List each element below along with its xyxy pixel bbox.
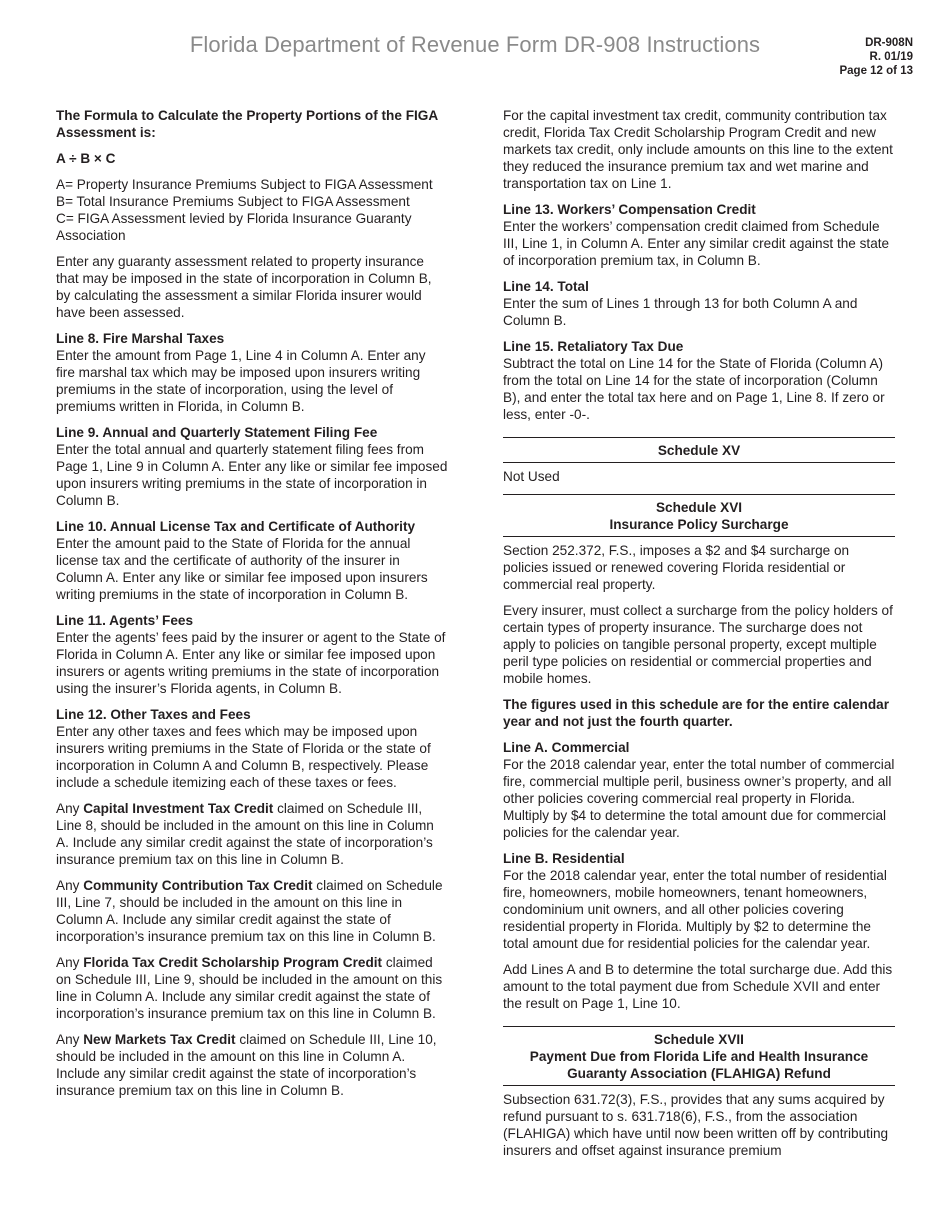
left-column [56, 107, 448, 1108]
line-10-heading: Line 10. Annual License Tax and Certificate of Authority [56, 519, 416, 534]
line-11-heading: Line 11. Agents’ Fees [56, 613, 193, 628]
page-number: Page 12 of 13 [839, 65, 913, 77]
form-identifier [839, 36, 913, 78]
schedule-xvi-paragraph-1: Section 252.372, F.S., imposes a $2 and $4 surcharge on policies issued or renewed covering Florida residential or commercial real property. [503, 543, 850, 592]
definition-c: C= FIGA Assessment levied by Florida Insurance Guaranty Association [56, 211, 412, 243]
line-15-section [503, 338, 895, 423]
line-11-section [56, 612, 448, 697]
scholarship-credit-term: Florida Tax Credit Scholarship Program Credit [83, 955, 383, 970]
schedule-xvii-subtitle-1: Payment Due from Florida Life and Health Insurance [529, 1049, 869, 1064]
line-12-section [56, 706, 448, 791]
form-number: DR-908N [865, 37, 913, 49]
line-15-text: Subtract the total on Line 14 for the State of Florida (Column A) from the total on Line 14 for the state of incorporation (Column B), and enter the total tax here and on Page 1, Line 8. If zero or less, enter -0-. [503, 356, 885, 422]
line-12-heading: Line 12. Other Taxes and Fees [56, 707, 251, 722]
new-markets-paragraph: Any New Markets Tax Credit claimed on Schedule III, Line 10, should be included in the amount on this line in Column A. Include any similar credit against the state of incorporation’s insurance premium tax on this line in Column B. [56, 1032, 437, 1098]
line-10-section [56, 518, 448, 603]
schedule-xvi-note: The figures used in this schedule are for the entire calendar year and not just the fourth quarter. [503, 697, 890, 729]
schedule-xvi-title: Schedule XVI [655, 500, 743, 515]
line-13-text: Enter the workers’ compensation credit claimed from Schedule III, Line 1, in Column A. Enter any similar credit against the state of incorporation premium tax, in Column B. [503, 219, 890, 268]
line-b-text: For the 2018 calendar year, enter the total number of residential fire, homeowners, mobile homeowners, tenant homeowners, condominium unit owners, and all other policies covering residential property in Florida. Multiply by $2 to determine the total amount due for residential policies for the calendar year. [503, 868, 887, 951]
schedule-xv-title: Schedule XV [657, 443, 741, 458]
line-a-heading: Line A. Commercial [503, 740, 630, 755]
line-10-text: Enter the amount paid to the State of Florida for the annual license tax and the certificate of authority of the insurer in Column A. Enter any like or similar fee imposed upon insurers writing premiums in the state of incorporation in Column B. [56, 536, 428, 602]
line-8-section [56, 330, 448, 415]
schedule-xvii-header [503, 1026, 895, 1086]
line-12-text: Enter any other taxes and fees which may be imposed upon insurers writing premiums in the State of Florida or the state of incorporation in Column A and Column B, respectively. Please include a schedule itemizing each of these taxes or fees. [56, 724, 431, 790]
schedule-xvii-title: Schedule XVII [654, 1032, 744, 1047]
schedule-xv-text: Not Used [503, 469, 560, 484]
line-14-text: Enter the sum of Lines 1 through 13 for both Column A and Column B. [503, 296, 858, 328]
line-8-heading: Line 8. Fire Marshal Taxes [56, 331, 225, 346]
formula-heading: The Formula to Calculate the Property Portions of the FIGA Assessment is: [56, 108, 438, 140]
definition-b: B= Total Insurance Premiums Subject to FIGA Assessment [56, 194, 410, 209]
definition-a: A= Property Insurance Premiums Subject to FIGA Assessment [56, 177, 433, 192]
credits-note: For the capital investment tax credit, community contribution tax credit, Florida Tax Credit Scholarship Program Credit and new markets tax credit, only include amounts on this line to the extent they reduced the insurance premium tax and wet marine and transportation tax on Line 1. [503, 108, 893, 191]
schedule-xvi-paragraph-2: Every insurer, must collect a surcharge from the policy holders of certain types of property insurance. The surcharge does not apply to policies on tangible personal property, except multiple peril type policies on residential or commercial properties and mobile homes. [503, 603, 893, 686]
schedule-xvi-subtitle: Insurance Policy Surcharge [609, 517, 789, 532]
right-column [503, 107, 895, 1168]
new-markets-credit-term: New Markets Tax Credit [83, 1032, 236, 1047]
line-b-section [503, 850, 895, 952]
line-9-section [56, 424, 448, 509]
line-14-section [503, 278, 895, 329]
line-15-heading: Line 15. Retaliatory Tax Due [503, 339, 684, 354]
schedule-xvii-subtitle-2: Guaranty Association (FLAHIGA) Refund [567, 1066, 831, 1081]
line-8-text: Enter the amount from Page 1, Line 4 in Column A. Enter any fire marshal tax which may be imposed upon insurers writing premiums in the state of incorporation, using the level of premiums written in Florida, in Column B. [56, 348, 426, 414]
schedule-xvii-text: Subsection 631.72(3), F.S., provides that any sums acquired by refund pursuant to s. 631.718(6), F.S., from the association (FLAHIGA) which have until now been written off by contributing insurers and offset against insurance premium [503, 1092, 889, 1158]
community-contribution-credit-term: Community Contribution Tax Credit [83, 878, 313, 893]
capital-investment-credit-term: Capital Investment Tax Credit [83, 801, 274, 816]
add-lines-text: Add Lines A and B to determine the total surcharge due. Add this amount to the total payment due from Schedule XVII and enter the result on Page 1, Line 10. [503, 962, 893, 1011]
community-contribution-paragraph: Any Community Contribution Tax Credit claimed on Schedule III, Line 7, should be included in the amount on this line in Column A. Include any similar credit against the state of incorporation’s insurance premium tax on this line in Column B. [56, 878, 443, 944]
formula-definitions [56, 176, 448, 244]
line-a-text: For the 2018 calendar year, enter the total number of commercial fire, commercial multiple peril, business owner’s property, and all other policies covering commercial real property in Florida. Multiply by $4 to determine the total amount due for commercial policies for the calendar year. [503, 757, 895, 840]
capital-investment-paragraph: Any Capital Investment Tax Credit claimed on Schedule III, Line 8, should be included in the amount on this line in Column A. Include any similar credit against the state of incorporation’s insurance premium tax on this line in Column B. [56, 801, 434, 867]
line-a-section [503, 739, 895, 841]
line-13-heading: Line 13. Workers’ Compensation Credit [503, 202, 756, 217]
scholarship-credit-paragraph: Any Florida Tax Credit Scholarship Program Credit claimed on Schedule III, Line 9, should be included in the amount on this line in Column A. Include any similar credit against the state of incorporation’s insurance premium tax on this line in Column B. [56, 955, 443, 1021]
line-11-text: Enter the agents’ fees paid by the insurer or agent to the State of Florida in Column A. Enter any like or similar fee imposed upon insurers or agents writing premiums in the state of incorporation using the insurer’s Florida agents, in Column B. [56, 630, 446, 696]
line-9-text: Enter the total annual and quarterly statement filing fees from Page 1, Line 9 in Column A. Enter any like or similar fee imposed upon insurers writing premiums in the state of incorporation in Column B. [56, 442, 448, 508]
line-14-heading: Line 14. Total [503, 279, 589, 294]
schedule-xvi-header [503, 494, 895, 537]
formula: A ÷ B × C [56, 151, 116, 166]
schedule-xv-header [503, 437, 895, 463]
page-title: Florida Department of Revenue Form DR-908 Instructions [189, 32, 761, 57]
line-13-section [503, 201, 895, 269]
line-b-heading: Line B. Residential [503, 851, 625, 866]
line-9-heading: Line 9. Annual and Quarterly Statement Filing Fee [56, 425, 378, 440]
guaranty-assessment-text: Enter any guaranty assessment related to property insurance that may be imposed in the state of incorporation in Column B, by calculating the assessment a similar Florida insurer would have been assessed. [56, 254, 432, 320]
form-revision: R. 01/19 [869, 51, 913, 63]
